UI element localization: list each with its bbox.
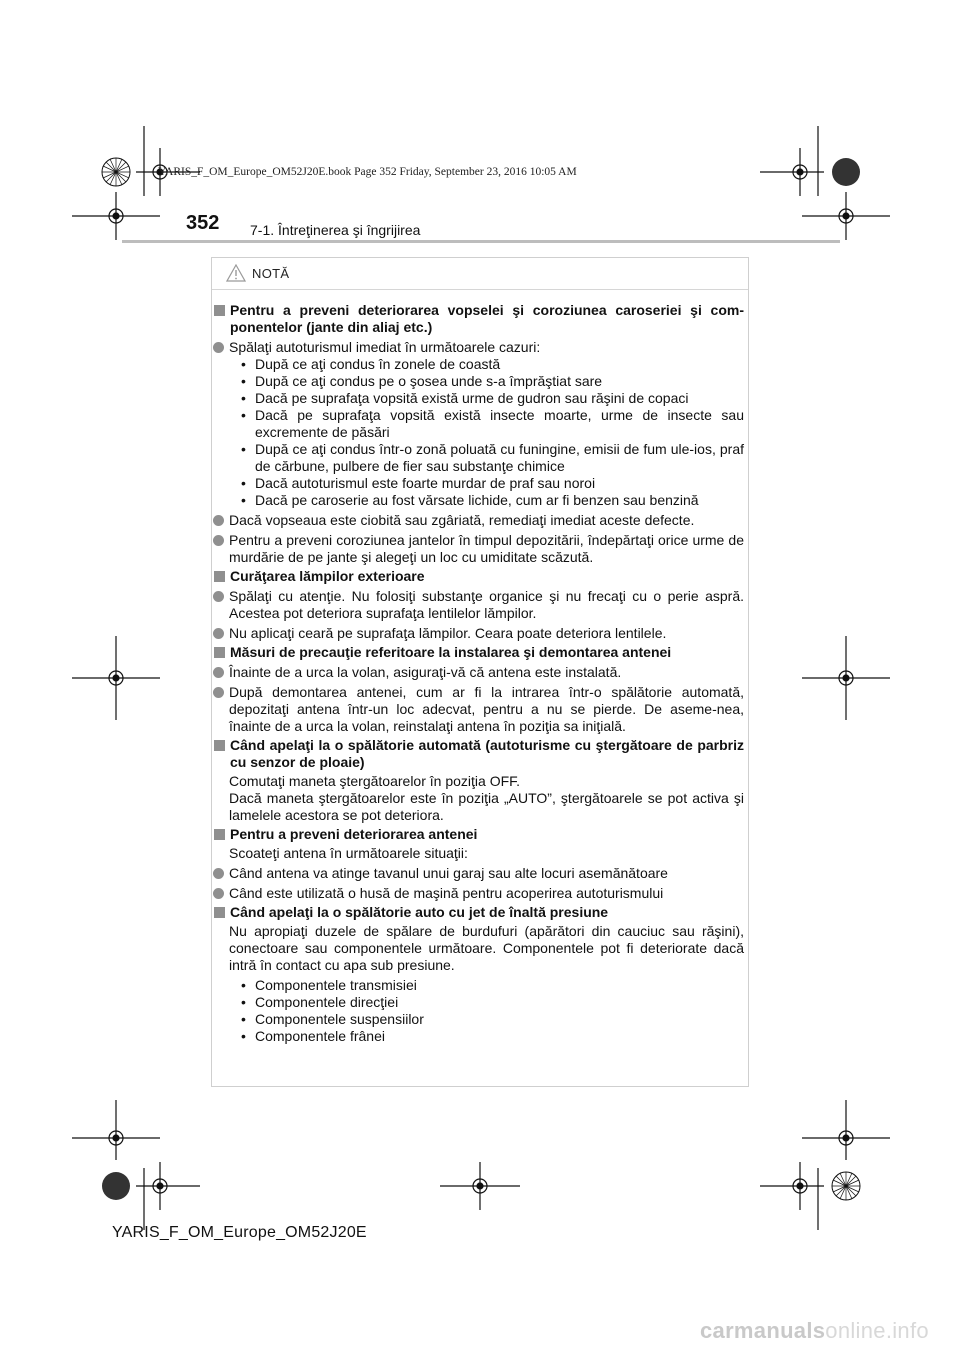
list-item [212, 339, 744, 356]
section-heading: Când apelaţi la o spălătorie automată (autoturisme cu ştergătoare de parbriz cu senzor de ploaie) [230, 737, 744, 770]
section-heading: Când apelaţi la o spălătorie auto cu jet de înaltă presiune [230, 904, 609, 920]
square-bullet-icon [214, 740, 225, 751]
sub-item-text: Componentele frânei [255, 1028, 385, 1044]
list-item-text: Nu aplicaţi ceară pe suprafaţa lămpilor. Ceara poate deteriora lentilele. [229, 625, 667, 641]
note-section [212, 302, 744, 336]
crosshair-mark [72, 636, 160, 720]
book-file-info: YARIS_F_OM_Europe_OM52J20E.book Page 352 Friday, September 23, 2016 10:05 AM [158, 166, 577, 178]
sub-item: • Componentele transmisiei [229, 977, 744, 994]
sub-item: • Dacă autoturismul este foarte murdar de praf sau noroi [229, 475, 744, 492]
list-item [212, 865, 744, 882]
sub-item-text: Componentele direcţiei [255, 994, 399, 1010]
star-target-mark [102, 158, 130, 186]
list-item [212, 885, 744, 902]
list-item-text: Înainte de a urca la volan, asiguraţi-vă că antena este instalată. [229, 664, 622, 680]
list-item-text: Spălaţi autoturismul imediat în următoarele cazuri: [229, 339, 541, 355]
paragraph: Nu apropiaţi duzele de spălare de burdufuri (apărători din cauciuc sau răşini), conectoare sau componentele următoare. Componentele pot fi deteriorate dacă intră în contact cu apa sub presiune. [229, 923, 744, 973]
sub-item: • Componentele frânei [229, 1028, 744, 1045]
sub-item-text: Dacă autoturismul este foarte murdar de praf sau noroi [255, 475, 596, 491]
note-section [212, 568, 744, 585]
section-heading: Curăţarea lămpilor exterioare [230, 568, 425, 584]
document-code: YARIS_F_OM_Europe_OM52J20E [112, 1224, 367, 1241]
sub-item: • Dacă pe suprafaţa vopsită există insecte moarte, urme de insecte sau excremente de păsări [241, 407, 744, 440]
crosshair-mark [760, 1162, 824, 1210]
list-item-text: Când este utilizată o husă de maşină pentru acoperirea autoturismului [229, 885, 664, 901]
list-item [212, 625, 744, 642]
section-heading: Pentru a preveni deteriorarea vopselei şi coroziunea caroseriei şi com-ponentelor (jante din aliaj etc.) [230, 302, 744, 335]
watermark [700, 1318, 929, 1344]
list-item [212, 588, 744, 622]
note-label: NOTĂ [252, 265, 290, 281]
crosshair-mark [802, 636, 890, 720]
sub-item: • După ce aţi condus pe o şosea unde s-a împrăştiat sare [229, 373, 744, 390]
sub-item-text: După ce aţi condus pe o şosea unde s-a împrăştiat sare [255, 373, 603, 389]
list-item-text: Când antena va atinge tavanul unui garaj sau alte locuri asemănătoare [229, 865, 668, 881]
list-item-text: Pentru a preveni coroziunea jantelor în timpul depozitării, îndepărtaţi orice urme de murdărie de pe jante şi alegeţi un loc cu umiditate scăzută. [229, 532, 744, 565]
list-item [212, 684, 744, 735]
page-number: 352 [186, 212, 220, 234]
solid-target-mark [102, 1172, 130, 1200]
list-item [212, 532, 744, 566]
crosshair-mark [72, 1100, 160, 1160]
circle-bullet-icon [213, 868, 224, 879]
star-target-mark [832, 1172, 860, 1200]
square-bullet-icon [214, 647, 225, 658]
circle-bullet-icon [213, 591, 224, 602]
note-section [212, 644, 744, 661]
list-item-text: Spălaţi cu atenţie. Nu folosiţi substanţe organice şi nu frecaţi cu o perie aspră. Acestea pot deteriora suprafaţa lentilelor lămpilor. [229, 588, 744, 621]
note-header [226, 261, 289, 285]
watermark-part-b: online.info [825, 1318, 929, 1343]
square-bullet-icon [214, 305, 225, 316]
sub-item: • Dacă pe caroserie au fost vărsate lichide, cum ar fi benzen sau benzină [229, 492, 744, 509]
sub-item: • După ce aţi condus în zonele de coastă [229, 356, 744, 373]
sub-item-text: Dacă pe caroserie au fost vărsate lichide, cum ar fi benzen sau benzină [255, 492, 699, 508]
list-item [212, 512, 744, 529]
square-bullet-icon [214, 571, 225, 582]
circle-bullet-icon [213, 515, 224, 526]
solid-target-mark [832, 158, 860, 186]
circle-bullet-icon [213, 888, 224, 899]
paragraph: Dacă maneta ştergătoarelor este în poziţia „AUTO”, ştergătoarele se pot activa şi lamelele acestora se pot deteriora. [229, 790, 744, 823]
section-heading: Măsuri de precauţie referitoare la instalarea şi demontarea antenei [230, 644, 672, 660]
crosshair-mark [72, 192, 160, 240]
sub-item-text: Dacă pe suprafaţa vopsită există insecte moarte, urme de insecte sau excremente de păsări [255, 407, 744, 440]
sub-item: • Componentele suspensiilor [229, 1011, 744, 1028]
square-bullet-icon [214, 907, 225, 918]
list-item [212, 664, 744, 681]
sub-item-text: Dacă pe suprafaţa vopsită există urme de gudron sau răşini de copaci [255, 390, 689, 406]
note-section [212, 737, 744, 771]
crosshair-mark [802, 192, 890, 240]
circle-bullet-icon [213, 342, 224, 353]
crosshair-mark [440, 1162, 520, 1210]
section-heading: Pentru a preveni deteriorarea antenei [230, 826, 478, 842]
paragraph: Comutaţi maneta ştergătoarelor în poziţia OFF. [229, 773, 521, 789]
sub-item-text: După ce aţi condus într-o zonă poluată cu funingine, emisii de fum ule-ios, praf de cărbune, pulbere de fier sau substanţe chimice [255, 441, 744, 474]
section-title: 7-1. Întreţinerea şi îngrijirea [250, 222, 421, 238]
sub-item: • Componentele direcţiei [229, 994, 744, 1011]
crosshair-mark [802, 1100, 890, 1160]
circle-bullet-icon [213, 667, 224, 678]
list-item-text: Dacă vopseaua este ciobită sau zgâriată, remediaţi imediat aceste defecte. [229, 512, 695, 528]
warning-triangle-icon [226, 264, 246, 282]
sub-item: • După ce aţi condus într-o zonă poluată cu funingine, emisii de fum ule-ios, praf de cărbune, pulbere de fier sau substanţe chimice [241, 441, 744, 474]
paragraph: Scoateţi antena în următoarele situaţii: [229, 845, 468, 861]
sub-item-text: Componentele suspensiilor [255, 1011, 424, 1027]
list-item-text: După demontarea antenei, cum ar fi la intrarea într-o spălătorie automată, depozitaţi antena într-un loc adecvat, pentru a nu se pierde. De aseme-nea, înainte de a urca la volan, reinstalaţi antena în poziţia sa iniţială. [229, 684, 744, 734]
crosshair-mark [760, 148, 824, 196]
note-divider [212, 289, 748, 290]
crosshair-mark [136, 1162, 200, 1210]
circle-bullet-icon [213, 628, 224, 639]
note-content [212, 300, 744, 1045]
circle-bullet-icon [213, 687, 224, 698]
header-rule [122, 240, 840, 243]
watermark-part-a: carmanuals [700, 1318, 826, 1343]
circle-bullet-icon [213, 535, 224, 546]
note-section [212, 904, 744, 921]
note-section [212, 826, 744, 843]
square-bullet-icon [214, 829, 225, 840]
sub-item: • Dacă pe suprafaţa vopsită există urme de gudron sau răşini de copaci [229, 390, 744, 407]
sub-item-text: După ce aţi condus în zonele de coastă [255, 356, 501, 372]
sub-item-text: Componentele transmisiei [255, 977, 417, 993]
